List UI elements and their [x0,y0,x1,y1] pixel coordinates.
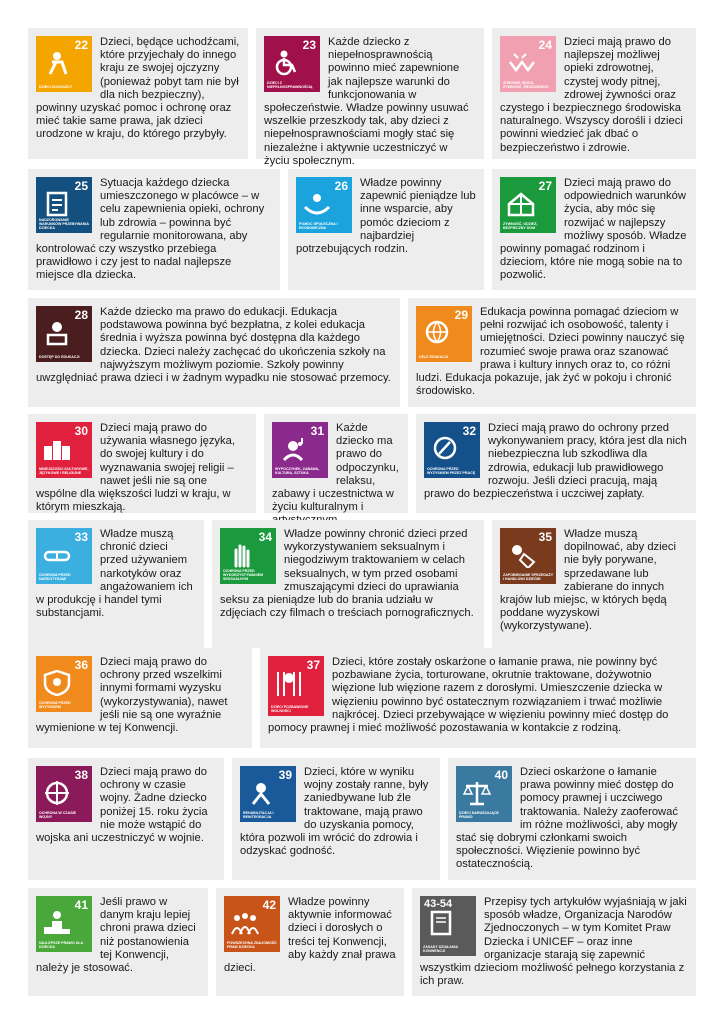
article-caption: CELE EDUKACJI [419,354,448,359]
article-25-card [28,169,280,290]
article-text: Dzieci mają prawo do ochrony przed wszelkimi innymi formami wyzysku (wykorzystywania), nawet jeśli nie są one wyraźnie wymienione w tej Konwencji. [36,656,228,735]
article-number: 33 [74,530,88,544]
article-32-tile [424,422,480,478]
music-child-icon [278,436,308,462]
article-caption: ZASADY DZIAŁANIA KONWENCJI [423,944,458,953]
article-39-tile [240,766,296,822]
article-35-tile [500,528,556,584]
article-caption: OCHRONA PRZED WYZYSKIEM PRZEZ PRACĘ [427,466,476,475]
article-27-card [492,169,696,290]
book-icon [426,910,456,936]
article-37-card [260,648,696,748]
article-42-tile [224,896,280,952]
article-caption: POWSZECHNA ZNAJOMOŚĆ PRAW DZIECKA [227,940,277,949]
article-30-tile [36,422,92,478]
support-hands-icon [302,191,332,217]
article-caption: DZIECI NARUSZAJĄCE PRAWO [459,810,499,819]
article-text: Sytuacja każdego dziecka umieszczonego w placówce – w celu zapewnienia opieki, ochrony lub zdrowia – powinna być regularnie monitorowana, aby kontrolować czy wszystko przebiega prawidłowo i czy jest to nadal najlepsze miejsce dla dziecka. [36,177,265,282]
article-number: 26 [334,179,348,193]
article-caption: POMOC SPOŁECZNA I EKONOMICZNA [299,221,338,230]
article-number: 30 [74,424,88,438]
article-text: Władze powinny aktywnie informować dzieci i dorosłych o treści tej Konwencji, aby każdy znał prawa dzieci. [224,896,396,975]
article-caption: MNIEJSZOŚCI KULTUROWE, JĘZYKOWE I RELIGIJNE [39,466,89,475]
article-number: 34 [258,530,272,544]
article-text: Dzieci, które zostały oskarżone o łamanie prawa, nie powinny być pozbawiane życia, torturowane, okrutnie traktowane, dożywotnio więzione lub więzione razem z dorosłymi. Umieszczenie dziecka w więzieniu powinno być ostatecznym rozwiązaniem i trwać możliwie najkrócej. Dzieci przebywające w więzieniu powinny mieć dostęp do pomocy prawnej i mieć możliwość pozostawania w kontakcie z rodziną. [268,656,669,735]
article-text: Przepisy tych artykułów wyjaśniają w jaki sposób władze, Organizacja Narodów Zjednoczonych – w tym Komitet Praw Dziecka i UNICEF – oraz inne organizacje starają się zapewnić wszystkim dzieciom możliwość pełnego korzystania z ich praw. [420,896,687,988]
article-number: 35 [538,530,552,544]
price-tag-icon [506,542,536,568]
article-text: Dzieci oskarżone o łamanie prawa powinny mieć dostęp do pomocy prawnej i uczciwego traktowania. Należy zaoferować im różne możliwości, aby mogły stać się dobrymi członkami swoich społeczności. Więzienie powinno być ostatecznością. [456,766,678,871]
article-text: Władze muszą dopilnować, aby dzieci nie były porywane, sprzedawane lub zabierane do innych krajów lub miejsc, w których będą poddane wyzyskowi (wykorzystywane). [500,528,676,633]
student-icon [42,320,72,346]
article-number: 29 [454,308,468,322]
article-40-card [448,758,696,880]
article-31-card [264,414,408,513]
house-icon [506,191,536,217]
globe-head-icon [422,320,452,346]
crowd-icon [230,910,260,936]
article-text: Władze powinny zapewnić pieniądze lub inne wsparcie, aby pomóc dzieciom z najbardziej potrzebujących rodzin. [296,177,476,256]
article-text: Każde dziecko z niepełnosprawnością powinno mieć zapewnione jak najlepsze warunki do funkcjonowania w społeczeństwie. Władze powinny usuwać wszelkie przeszkody tak, aby dzieci z niepełnosprawnościami mogły stać się niezależne i aktywnie uczestniczyć w życiu społecznym. [264,36,469,167]
bandaged-child-icon [246,780,276,806]
article-caption: WYPOCZYNEK, ZABAWA, KULTURA, SZTUKA [275,466,320,475]
article-text: Dzieci, będące uchodźcami, które przyjechały do innego kraju ze swojej ojczyzny (ponieważ pobyt tam nie był dla nich bezpieczny), powinny uzyskać pomoc i ochronę oraz mieć takie same prawa, jak dzieci urodzone w kraju, do którego przybyły. [36,36,240,141]
article-28-tile [36,306,92,362]
article-text: Władze powinny chronić dzieci przed wykorzystywaniem seksualnym i niegodziwym traktowaniem w celach seksualnych, w tym przed osobami zmuszającymi dzieci do uprawiania seksu za pieniądze lub do brania udziału w zdjęciach czy filmach o treściach pornograficznych. [220,528,474,620]
article-number: 28 [74,308,88,322]
article-caption: OCHRONA W CZASIE WOJNY [39,810,77,819]
pills-icon [42,542,72,568]
article-number: 23 [302,38,316,52]
article-text: Dzieci, które w wyniku wojny zostały ranne, były zaniedbywane lub źle traktowane, mają prawo do uzyskania pomocy, która pozwoli im wrócić do zdrowia i odzyskać godność. [240,766,429,858]
article-number: 42 [262,898,276,912]
article-31-tile [272,422,328,478]
article-41-tile [36,896,92,952]
article-number: 22 [74,38,88,52]
article-34-tile [220,528,276,584]
article-39-card [232,758,440,880]
article-number: 40 [494,768,508,782]
article-36-tile [36,656,92,712]
article-24-card [492,28,696,159]
article-38-tile [36,766,92,822]
article-number: 32 [462,424,476,438]
article-22-tile [36,36,92,92]
article-text: Dzieci mają prawo do ochrony w czasie wojny. Żadne dziecko poniżej 15. roku życia nie może wstąpić do wojska ani uczestniczyć w wojnie. [36,766,208,845]
article-25-tile [36,177,92,233]
wheelchair-icon [270,50,300,76]
article-text: Dzieci mają prawo do odpowiednich warunków życia, aby móc się rozwijać w najlepszy możliwy sposób. Władze powinny pomagać rodzinom i dzieciom, które nie mogą sobie na to pozwolić. [500,177,687,282]
article-caption: DZIECI POZBAWIONE WOLNOŚCI [271,704,309,713]
article-43-54-card [412,888,696,996]
article-number: 36 [74,658,88,672]
article-28-card [28,298,400,407]
article-number: 39 [278,768,292,782]
article-text: Dzieci mają prawo do używania własnego języka, do swojej kultury i do wyznawania swojej religii – nawet jeśli nie są one wspólne dla większości ludzi w kraju, w którym mieszkają. [36,422,235,514]
article-caption: DOSTĘP DO EDUKACJI [39,354,80,359]
article-caption: ZDROWIE, WODA, ŻYWNOŚĆ, ŚRODOWISKO [503,80,549,89]
scales-icon [462,780,492,806]
shovel-icon [430,436,460,462]
prison-bars-icon [274,670,304,696]
article-27-tile [500,177,556,233]
article-23-card [256,28,484,167]
article-number: 43-54 [424,898,453,910]
article-35-card [492,520,696,648]
article-caption: ŻYWNOŚĆ, ODZIEŻ, BEZPIECZNY DOM [503,221,538,230]
shield-child-icon [42,670,72,696]
article-caption: OCHRONA PRZED WYZYSKIEM [39,700,71,709]
article-text: Dzieci mają prawo do najlepszej możliwej opieki zdrowotnej, czystej wody pitnej, zdrowej żywności oraz czystego i bezpiecznego środowiska naturalnego. Wszyscy dorośli i dzieci powinni wiedzieć jak dbać o bezpieczeństwo i zdrowie. [500,36,683,154]
health-icon [506,50,536,76]
article-29-tile [416,306,472,362]
article-number: 31 [310,424,324,438]
article-caption: DZIECI Z NIEPEŁNOSPRAWNOŚCIĄ [267,80,313,89]
article-36-card [28,648,252,748]
article-number: 37 [306,658,320,672]
running-child-icon [42,50,72,76]
stop-hand-icon [226,542,256,568]
podium-icon [42,910,72,936]
clipboard-icon [42,191,72,217]
article-43-54-tile [420,896,476,956]
article-number: 41 [74,898,88,912]
article-text: Każde dziecko ma prawo do edukacji. Edukacja podstawowa powinna być bezpłatna, z kolei edukacja średnia i wyższa powinna być dostępna dla każdego dziecka. Dzieci należy zachęcać do ukończenia szkoły na najwyższym możliwym poziomie. Szkoły powinny uwzględniać prawa dzieci i w żadnym wypadku nie stosować przemocy. [36,306,391,385]
article-caption: NADZOROWANIE WARUNKÓW PRZEBYWANIA DZIECKA [39,217,89,230]
article-text: Każde dziecko ma prawo do odpoczynku, relaksu, zabawy i uczestnictwa w życiu kulturalnym i [272,422,399,514]
article-number: 38 [74,768,88,782]
article-caption: OCHRONA PRZED NARKOTYKAMI [39,572,71,581]
crosshair-icon [42,780,72,806]
article-26-card [288,169,484,290]
article-number: 25 [74,179,88,193]
article-30-card [28,414,256,513]
article-34-card [212,520,484,648]
article-24-tile [500,36,556,92]
buildings-icon [42,436,72,462]
article-33-tile [36,528,92,584]
article-32-card [416,414,696,513]
article-text: Władze muszą chronić dzieci przed używaniem narkotyków oraz angażowaniem ich w produkcję i handel tymi substancjami. [36,528,193,620]
article-38-card [28,758,224,880]
article-41-card [28,888,208,996]
article-40-tile [456,766,512,822]
article-caption: REHABILITACJA I REINTEGRACJA [243,810,274,819]
article-text: Jeśli prawo w danym kraju lepiej chroni prawa dzieci niż postanowienia tej Konwencji, należy je stosować. [36,896,196,975]
article-caption: DZIECI UCHODŹCY [39,84,73,89]
article-23-tile [264,36,320,92]
article-42-card [216,888,404,996]
article-26-tile [296,177,352,233]
article-caption: ZAPOBIEGANIE SPRZEDAŻY I HANDLOWI DZIEĆMI [503,572,554,581]
article-text: Edukacja powinna pomagać dzieciom w pełni rozwijać ich osobowość, talenty i umiejętności. Dzieci powinny nauczyć się rozumieć swoje prawa oraz szanować prawa i kultury innych oraz to, co różni ludzi. Edukacja pokazuje, jak żyć w pokoju i chronić środowisko. [416,306,685,398]
article-number: 24 [538,38,552,52]
article-caption: NAJLEPSZE PRAWO DLA DZIECKA [39,940,83,949]
article-33-card [28,520,204,648]
article-29-card [408,298,696,407]
article-caption: OCHRONA PRZED WYKORZYSTYWANIEM SEKSUALNYM [223,568,264,581]
article-22-card [28,28,248,159]
article-37-tile [268,656,324,716]
article-number: 27 [538,179,552,193]
article-text: Dzieci mają prawo do ochrony przed wykonywaniem pracy, która jest dla nich niebezpieczna lub szkodliwa dla zdrowia, edukacji lub prawidłowego rozwoju. Jeśli dzieci pracują, mają prawo do bezpieczeństwa i uczciwej zapłaty. [424,422,687,501]
